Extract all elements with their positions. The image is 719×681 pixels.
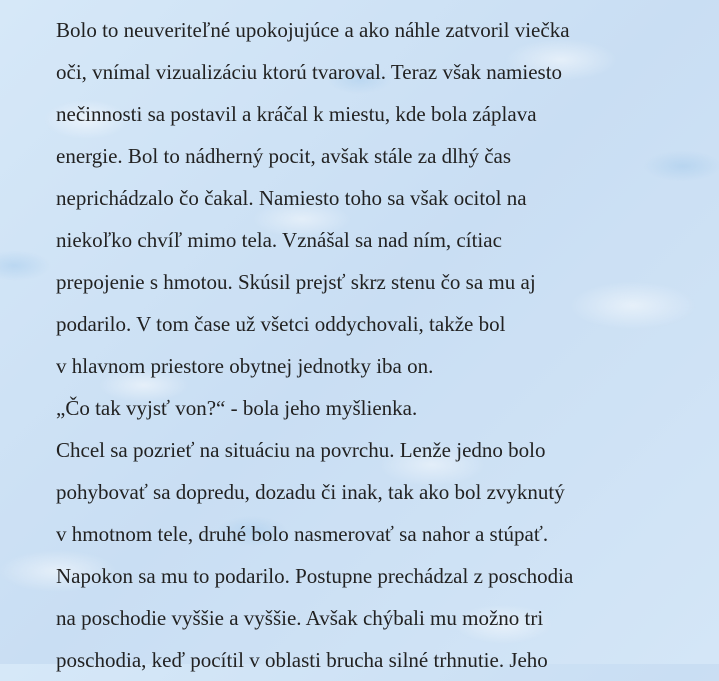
text-line-14: Napokon sa mu to podarilo. Postupne prechádzal z poschodia <box>56 564 574 588</box>
text-line-3: nečinnosti sa postavil a kráčal k miestu, kde bola záplava <box>56 102 537 126</box>
text-line-2: oči, vnímal vizualizáciu ktorú tvaroval. Teraz však namiesto <box>56 60 563 84</box>
text-line-4: energie. Bol to nádherný pocit, avšak stále za dlhý čas <box>56 144 512 168</box>
text-line-1: Bolo to neuveriteľné upokojujúce a ako náhle zatvoril viečka <box>56 18 570 42</box>
text-line-9: v hlavnom priestore obytnej jednotky iba on. <box>56 354 434 378</box>
document-body <box>56 9 696 681</box>
text-line-11: Chcel sa pozrieť na situáciu na povrchu. Lenže jedno bolo <box>56 438 546 462</box>
text-line-10: „Čo tak vyjsť von?“ - bola jeho myšlienka. <box>56 396 418 420</box>
text-line-16: poschodia, keď pocítil v oblasti brucha silné trhnutie. Jeho <box>56 648 548 672</box>
text-line-15: na poschodie vyššie a vyššie. Avšak chýbali mu možno tri <box>56 606 544 630</box>
text-line-6: niekoľko chvíľ mimo tela. Vznášal sa nad ním, cítiac <box>56 228 502 252</box>
text-line-7: prepojenie s hmotou. Skúsil prejsť skrz stenu čo sa mu aj <box>56 270 536 294</box>
text-line-13: v hmotnom tele, druhé bolo nasmerovať sa nahor a stúpať. <box>56 522 549 546</box>
text-line-5: neprichádzalo čo čakal. Namiesto toho sa však ocitol na <box>56 186 527 210</box>
text-line-12: pohybovať sa dopredu, dozadu či inak, tak ako bol zvyknutý <box>56 480 565 504</box>
text-line-8: podarilo. V tom čase už všetci oddychovali, takže bol <box>56 312 506 336</box>
